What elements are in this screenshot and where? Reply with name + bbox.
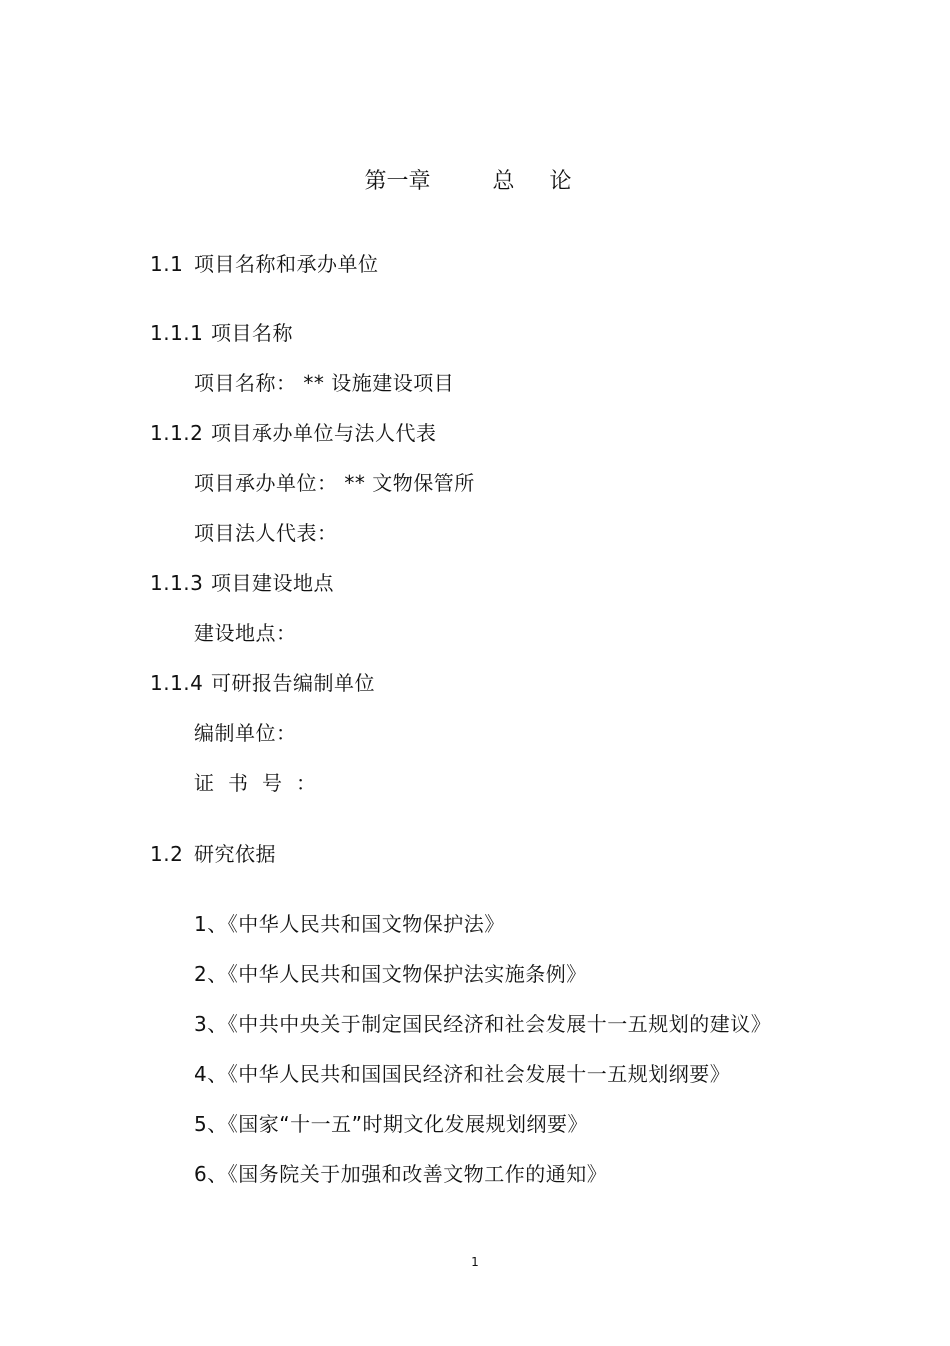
section-title: 项目承办单位与法人代表 xyxy=(211,421,437,445)
certificate-colon: ： xyxy=(296,771,317,795)
section-heading-1-1 xyxy=(150,250,379,278)
page-number: 1 xyxy=(471,1255,479,1269)
section-number: 1.1 xyxy=(150,252,184,276)
section-heading-1-1-4 xyxy=(150,669,375,697)
chapter-title: 总 论 xyxy=(492,169,586,194)
section-heading-1-2 xyxy=(150,840,276,868)
construction-site-line: 建设地点： xyxy=(194,621,297,645)
section-title: 项目名称 xyxy=(211,321,293,345)
chapter-number: 第一章 xyxy=(364,169,431,194)
section-heading-1-1-1 xyxy=(150,319,293,347)
section-number: 1.1.3 xyxy=(150,571,204,595)
section-number: 1.1.1 xyxy=(150,321,204,345)
section-title: 项目建设地点 xyxy=(211,571,334,595)
compiling-unit-line: 编制单位： xyxy=(194,721,297,745)
section-heading-1-1-3 xyxy=(150,569,334,597)
reference-item: 6、《国务院关于加强和改善文物工作的通知》 xyxy=(194,1162,608,1186)
section-title: 研究依据 xyxy=(194,842,276,866)
project-name-line: 项目名称： ** 设施建设项目 xyxy=(194,371,455,395)
section-heading-1-1-2 xyxy=(150,419,437,447)
reference-item: 2、《中华人民共和国文物保护法实施条例》 xyxy=(194,962,587,986)
certificate-label: 证书号 xyxy=(194,771,296,795)
reference-item: 4、《中华人民共和国国民经济和社会发展十一五规划纲要》 xyxy=(194,1062,731,1086)
certificate-number-line xyxy=(194,769,317,797)
legal-representative-line: 项目法人代表： xyxy=(194,521,338,545)
section-number: 1.1.2 xyxy=(150,421,204,445)
section-title: 可研报告编制单位 xyxy=(211,671,375,695)
section-title: 项目名称和承办单位 xyxy=(194,252,379,276)
reference-item: 1、《中华人民共和国文物保护法》 xyxy=(194,912,505,936)
reference-item: 5、《国家“十一五”时期文化发展规划纲要》 xyxy=(194,1112,588,1136)
undertaking-unit-line: 项目承办单位： ** 文物保管所 xyxy=(194,471,475,495)
reference-item: 3、《中共中央关于制定国民经济和社会发展十一五规划的建议》 xyxy=(194,1012,772,1036)
chapter-heading xyxy=(0,167,950,197)
section-number: 1.2 xyxy=(150,842,184,866)
section-number: 1.1.4 xyxy=(150,671,204,695)
